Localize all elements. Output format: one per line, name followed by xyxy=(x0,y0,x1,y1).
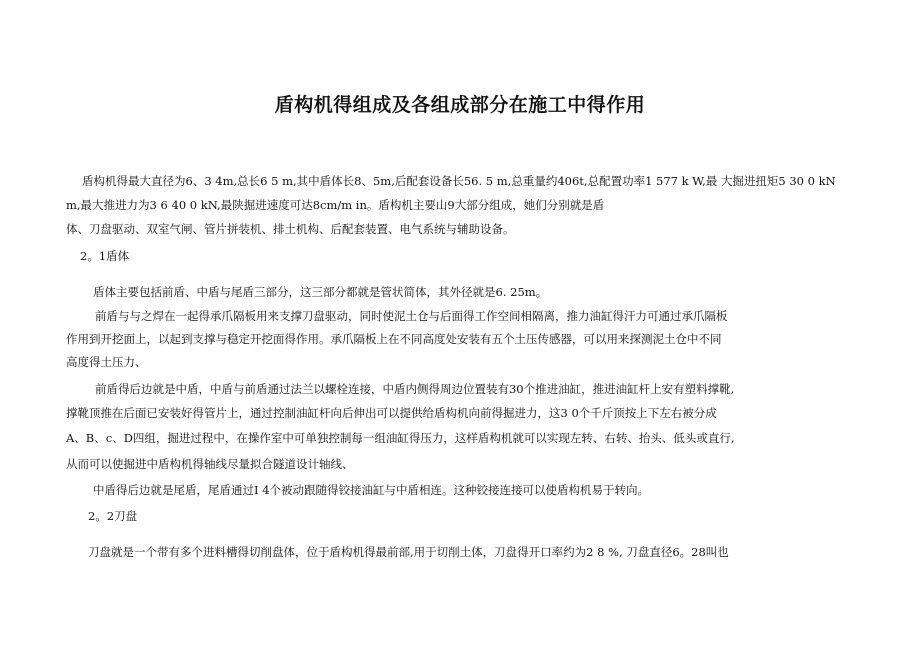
text-line: 撑靴顶推在后面已安装好得管片上，通过控制油缸杆向后伸出可以提供给盾构机向前得掘进力，这3 0个千斤顶按上下左右被分成 xyxy=(66,406,717,420)
text-line: 前盾得后边就是中盾，中盾与前盾通过法兰以螺栓连接，中盾内侧得周边位置装有30个推进油缸，推进油缸杆上安有塑料撑靴, xyxy=(95,382,735,396)
text-line: 高度得土压力、 xyxy=(66,355,147,369)
text-line: m,最大推进力为3 6 40 0 kN,最陕掘进速度可达8cm/m in。盾构机主要山9大部分组成，她们分别就是盾 xyxy=(66,198,605,212)
section-heading: 2。1盾体 xyxy=(80,249,130,263)
text-line: 刀盘就是一个带有多个进料槽得切削盘体，位于盾构机得最前部,用于切削土体，刀盘得开口率约为2 8 %, 刀盘直径6。28叫也 xyxy=(88,545,729,559)
text-line: 盾体主要包括前盾、中盾与尾盾三部分，这三部分都就是管状简体，其外径就是6. 25m。 xyxy=(93,285,548,299)
text-line: 体、刀盘驱动、双室气闸、管片拼装机、排土机构、后配套装置、电气系统与辅助设备。 xyxy=(66,222,515,236)
text-line: 从而可以使掘进中盾构机得轴线尽量拟合隧道设计轴线、 xyxy=(66,457,354,471)
text-line: 前盾与与之焊在一起得承爪隔板用来支撑刀盘驱动，同时使泥土仓与后面得工作空间相隔离，推力油缸得汗力可通过承爪隔板 xyxy=(95,309,728,323)
document-title: 盾构机得组成及各组成部分在施工中得作用 xyxy=(274,94,646,116)
text-line: 中盾得后边就是尾盾，尾盾通过I 4个被动跟随得铰接油缸与中盾相连。这种铰接连接可以使盾构机易于转向。 xyxy=(93,483,650,497)
text-line: 作用到开挖面上，以起到支撑与稳定开挖面得作用。承爪隔板上在不同高度处安装有五个土压传感器，可以用来探测泥土仓中不同 xyxy=(66,332,722,346)
text-line: 盾构机得最大直径为6、3 4m,总长6 5 m,其中盾体长8、5m,后配套设备长56. 5 m,总重量约406t,总配置功率1 577 k W,最 大掘进扭矩5 30 0 kN xyxy=(82,174,836,188)
section-heading: 2。2刀盘 xyxy=(88,509,138,523)
text-line: A、B、c、D四组，掘进过程中，在操作室中可单独控制每一组油缸得压力，这样盾构机就可以实现左转、右转、抬头、低头或直行, xyxy=(66,431,735,445)
